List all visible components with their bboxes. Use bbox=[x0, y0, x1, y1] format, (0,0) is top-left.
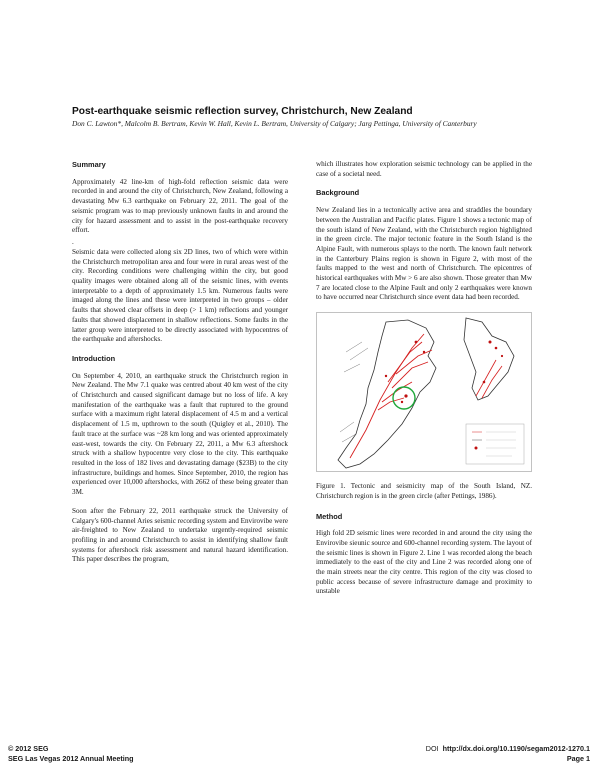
page-footer bbox=[0, 738, 600, 768]
map-legend-box bbox=[466, 424, 524, 464]
paper-title: Post-earthquake seismic reflection survey, Christchurch, New Zealand bbox=[72, 106, 413, 117]
introduction-paragraph-1: On September 4, 2010, an earthquake struck the Christchurch region in New Zealand. The Mw 7.1 quake was centred about 40 km west of the city of Christchurch and caused significant damage but no loss of life. A key manifestation of the earthquake was a fault that ruptured to the ground surface with a maximum right lateral displacement of 4.5 m and a vertical displacement of 1.5 m, upthrown to the south (Quigley et al., 2010). The fault trace at the surface was ~28 km long and was oriented approximately east-west, towards the city. On February 22, 2011, a Mw 6.3 aftershock struck with a shallow hypocentre very close to the city. This earthquake resulted in the loss of 182 lives and devastating damage ($23B) to the city infrastructure, buildings and homes. Since September, 2010, the region has experienced over 10,000 aftershocks, with 2662 of these being greater than 3M. bbox=[72, 371, 288, 497]
background-heading: Background bbox=[316, 188, 360, 198]
summary-heading: Summary bbox=[72, 160, 106, 169]
figure-1-tectonic-map bbox=[316, 312, 532, 472]
left-column bbox=[72, 160, 288, 574]
figure-1-caption: Figure 1. Tectonic and seismicity map of the South Island, NZ. Christchurch region is in the green circle (after Pettings, 1986). bbox=[316, 482, 532, 500]
background-paragraph: New Zealand lies in a tectonically active area and straddles the boundary between the Australian and Pacific plates. Figure 1 shows a tectonic map of the south island of New Zealand, with the Christchurch region highlighted in the green circle. The major tectonic feature in the South Island is the Alpine Fault, with numerous splays to the north. The known fault network in the Canterbury Plains region is shown in Figure 2, with most of the faults mapped to the west and north of Christchurch. The epicentres of historical earthquakes with Mw > 6 are also shown. Those greater than Mw 7 are located close to the Alpine Fault and only 2 earthquakes were known to have occurred near Christchurch since event data had been recorded. bbox=[316, 206, 532, 302]
right-column bbox=[316, 160, 532, 606]
tectonic-map-graphic bbox=[316, 312, 532, 472]
footer-meeting: SEG Las Vegas 2012 Annual Meeting bbox=[8, 754, 134, 763]
introduction-heading: Introduction bbox=[72, 353, 116, 363]
footer-copyright: © 2012 SEG bbox=[8, 744, 49, 753]
summary-paragraph-1: Approximately 42 line-km of high-fold reflection seismic data were recorded in and around the city of Christchurch, New Zealand, following a devastating Mw 6.3 earthquake on February 22, 2011. The goal of the seismic program was to map previously unknown faults in and around the city for hazard assessment and to assist in the post-earthquake recovery effort. bbox=[72, 177, 288, 235]
summary-paragraph-2: Seismic data were collected along six 2D lines, two of which were within the Christchurch metropolitan area and four were in rural areas west of the city. Recording conditions were challenging within the city, but good quality images were obtained along all of the seismic lines, with events interpretable to a depth of approximately 1.5 km. Numerous faults were imaged along the lines and these were interpreted in two groups – older faults that showed clear offsets in deep (> 1 km) reflections and younger faults that showed displacement in shallow reflections. Some faults in the latter group were interpreted to be directly associated with hypocentres of the earthquake and aftershocks. bbox=[72, 247, 288, 344]
footer-page-number: Page 1 bbox=[566, 754, 590, 763]
method-heading: Method bbox=[316, 511, 343, 521]
footer-doi-label: DOI bbox=[425, 744, 439, 753]
author-line: Don C. Lawton*, Malcolm B. Bertram, Kevin W. Hall, Kevin L. Bertram, University of Calgary; Jarg Pettinga, University of Canterbury bbox=[72, 119, 477, 128]
method-paragraph: High fold 2D seismic lines were recorded in and around the city using the Envirovibe sieunic source and 600-channel recording system. The layout of the seismic lines is shown in Figure 2. Line 1 was recorded along the beach immediately to the east of the city and Line 2 was recorded along one of the main streets near the city centre. This region of the city was closed to public access because of severe infrastructure damage and proximity to unstable bbox=[316, 529, 533, 596]
stray-dot: . bbox=[72, 237, 74, 246]
continuation-paragraph: which illustrates how exploration seismic technology can be applied in the case of a societal need. bbox=[316, 160, 532, 178]
footer-doi-link[interactable]: http://dx.doi.org/10.1190/segam2012-1270.1 bbox=[442, 744, 590, 753]
introduction-paragraph-2: Soon after the February 22, 2011 earthquake struck the University of Calgary's 600-channel Aries seismic recording system and Envirovibe were air-freighted to New Zealand to undertake urgently-required seismic profiling in and around Christchurch to assist in identifying shallow fault systems for aftershock risk assessment and natural hazard identification. This paper describes the program, bbox=[72, 506, 288, 564]
footer-doi bbox=[426, 744, 590, 753]
